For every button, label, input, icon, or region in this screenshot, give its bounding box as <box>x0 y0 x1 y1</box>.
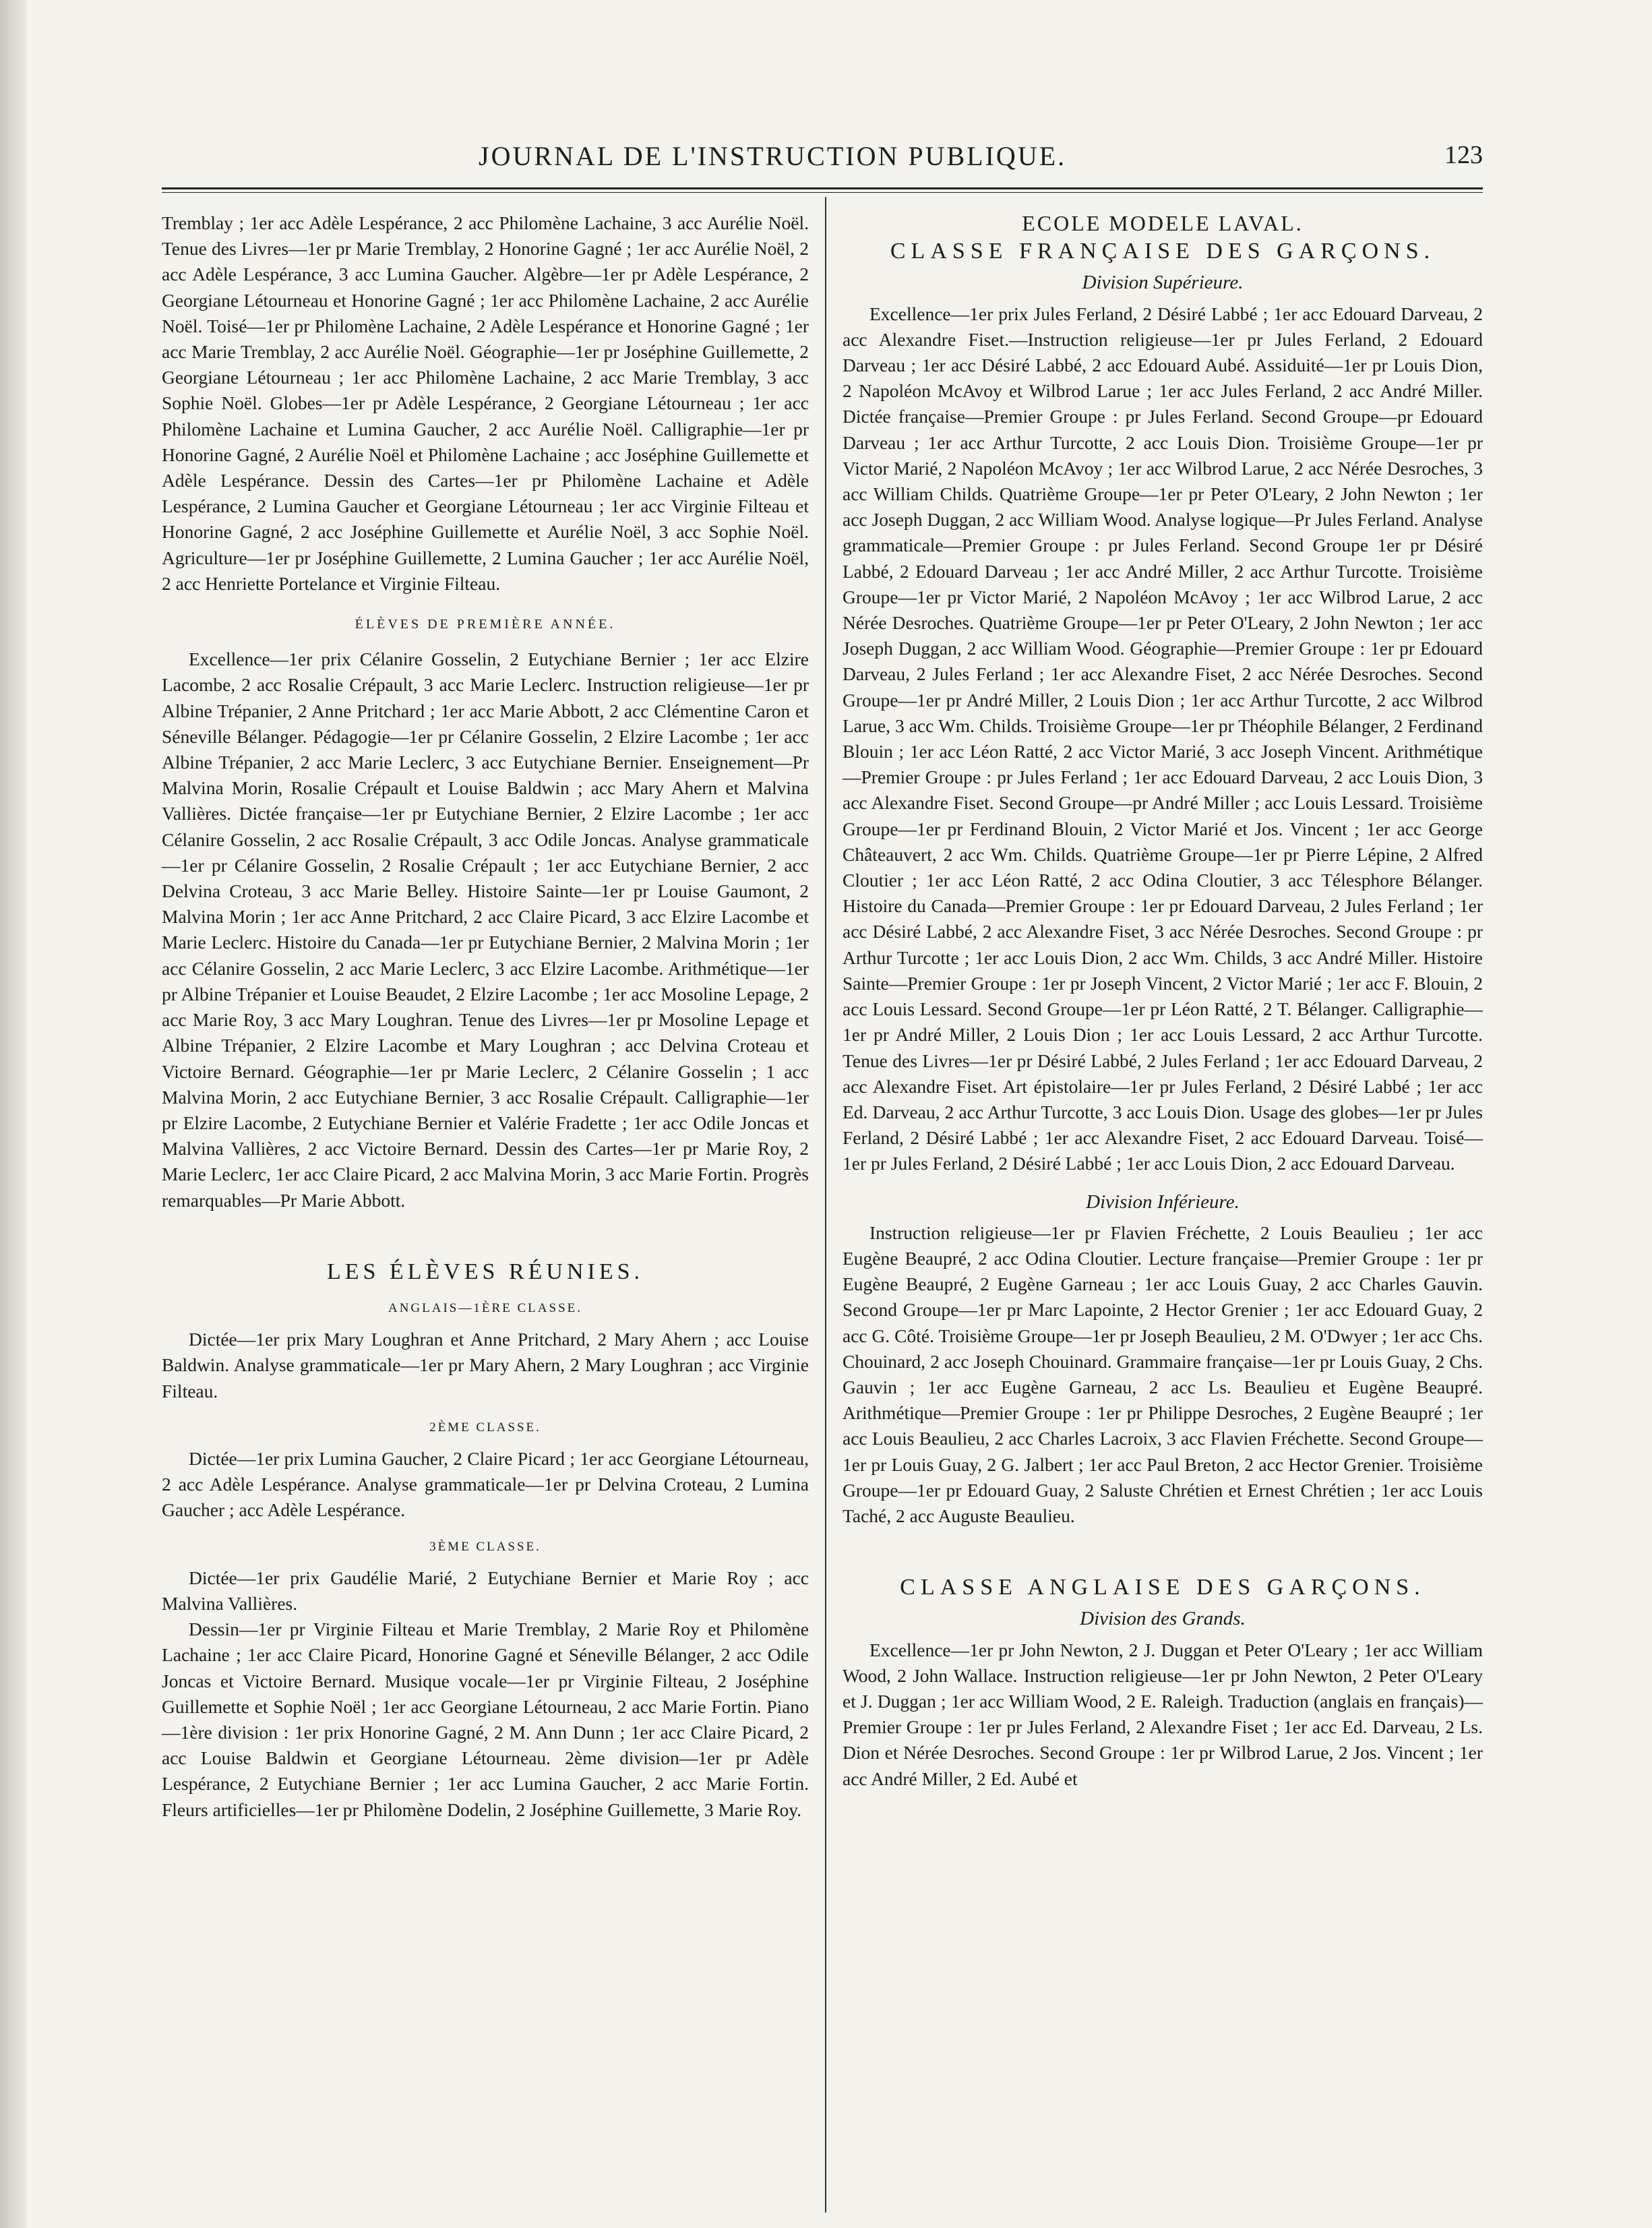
paragraph: Dictée—1er prix Gaudélie Marié, 2 Eutychiane Bernier et Marie Roy ; acc Malvina Vallières. <box>162 1567 809 1614</box>
subsection-heading: 2ÈME CLASSE. <box>429 1420 541 1435</box>
running-title: JOURNAL DE L'INSTRUCTION PUBLIQUE. <box>479 141 1067 171</box>
section-heading: LES ÉLÈVES RÉUNIES. <box>326 1259 644 1284</box>
page-header <box>162 140 1483 181</box>
paragraph: Dessin—1er pr Virginie Filteau et Marie Tremblay, 2 Marie Roy et Philomène Lachaine ; 1er acc Claire Picard, Honorine Gagné et Séneville Bélanger, 2 acc Odile Joncas et Victoire Bernard. Musique vocale—1er pr Virginie Filteau, 2 Joséphine Guillemette et Sophie Noël ; 1er acc Georgiane Létourneau, 2 acc Marie Fortin. Piano—1ère division : 1er prix Honorine Gagné, 2 M. Ann Dunn ; 1er acc Claire Picard, 2 acc Louise Baldwin et Georgiane Létourneau. 2ème division—1er pr Adèle Lespérance, 2 Eutychiane Bernier ; 1er acc Lumina Gaucher, 2 acc Marie Fortin. Fleurs artificielles—1er pr Philomène Dodelin, 2 Joséphine Guillemette, 3 Marie Roy. <box>162 1619 809 1820</box>
paragraph: Dictée—1er prix Lumina Gaucher, 2 Claire Picard ; 1er acc Georgiane Létourneau, 2 acc Adèle Lespérance. Analyse grammaticale—1er pr Delvina Croteau, 2 Lumina Gaucher ; acc Adèle Lespérance. <box>162 1447 809 1521</box>
left-column <box>162 210 809 1823</box>
right-column <box>843 210 1483 1792</box>
paragraph: Dictée—1er prix Mary Loughran et Anne Pritchard, 2 Mary Ahern ; acc Louise Baldwin. Analyse grammaticale—1er pr Mary Ahern, 2 Mary Loughran ; acc Virginie Filteau. <box>162 1329 809 1402</box>
section-heading: ECOLE MODELE LAVAL. <box>1022 211 1304 235</box>
division-heading: Division des Grands. <box>1080 1608 1246 1630</box>
scan-gutter <box>0 0 27 2228</box>
page-number: 123 <box>1444 141 1483 169</box>
paragraph: Instruction religieuse—1er pr Flavien Fréchette, 2 Louis Beaulieu ; 1er acc Eugène Beaupré, 2 acc Odina Cloutier. Lecture française—Premier Groupe : 1er pr Eugène Beaupré, 2 Eugène Garneau ; 1er acc Louis Guay, 2 acc Charles Gauvin. Second Groupe—1er pr Marc Lapointe, 2 Hector Grenier ; 1er acc Edouard Guay, 2 acc G. Côté. Troisième Groupe—1er pr Joseph Beaulieu, 2 M. O'Dwyer ; 1er acc Chs. Chouinard, 2 acc Joseph Chouinard. Grammaire française—1er pr Louis Guay, 2 Chs. Gauvin ; 1er acc Eugène Garneau, 2 acc Ls. Beaulieu et Eugène Beaupré. Arithmétique—Premier Groupe : 1er pr Philippe Desroches, 2 Eugène Beaupré ; 1er acc Louis Beaulieu, 2 acc Charles Lacroix, 3 acc Flavien Fréchette. Second Groupe—1er pr Louis Guay, 2 G. Jalbert ; 1er acc Paul Breton, 2 acc Hector Grenier. Troisième Groupe—1er pr Edouard Guay, 2 Saluste Chrétien et Ernest Chrétien ; 1er acc Louis Taché, 2 acc Auguste Beaulieu. <box>843 1222 1483 1526</box>
subsection-heading: 3ÈME CLASSE. <box>429 1539 541 1554</box>
section-heading: CLASSE ANGLAISE DES GARÇONS. <box>900 1575 1426 1600</box>
paragraph: Excellence—1er pr John Newton, 2 J. Duggan et Peter O'Leary ; 1er acc William Wood, 2 John Wallace. Instruction religieuse—1er pr John Newton, 2 Peter O'Leary et J. Duggan ; 1er acc William Wood, 2 E. Raleigh. Traduction (anglais en français)—Premier Groupe : 1er pr Jules Ferland, 2 Alexandre Fiset ; 1er acc Ed. Darveau, 2 Ls. Dion et Nérée Desroches. Second Groupe : 1er pr Wilbrod Larue, 2 Jos. Vincent ; 1er acc André Miller, 2 Ed. Aubé et <box>843 1639 1483 1789</box>
division-heading: Division Supérieure. <box>1082 272 1244 294</box>
paragraph: Tremblay ; 1er acc Adèle Lespérance, 2 acc Philomène Lachaine, 3 acc Aurélie Noël. Tenue des Livres—1er pr Marie Tremblay, 2 Honorine Gagné ; 1er acc Aurélie Noël, 2 acc Adèle Lespérance, 3 acc Lumina Gaucher. Algèbre—1er pr Adèle Lespérance, 2 Georgiane Létourneau et Honorine Gagné ; 1er acc Philomène Lachaine, 2 acc Aurélie Noël. Toisé—1er pr Philomène Lachaine, 2 Adèle Lespérance et Honorine Gagné ; 1er acc Marie Tremblay, 2 acc Aurélie Noël. Géographie—1er pr Joséphine Guillemette, 2 Georgiane Létourneau ; 1er acc Philomène Lachaine, 2 acc Marie Tremblay, 3 acc Sophie Noël. Globes—1er pr Adèle Lespérance, 2 Georgiane Létourneau ; 1er acc Philomène Lachaine et Lumina Gaucher, 2 acc Aurélie Noël. Calligraphie—1er pr Honorine Gagné, 2 Aurélie Noël et Philomène Lachaine ; acc Joséphine Guillemette et Adèle Lespérance. Dessin des Cartes—1er pr Philomène Lachaine et Adèle Lespérance, 2 Lumina Gaucher et Georgiane Létourneau ; 1er acc Virginie Filteau et Honorine Gagné, 2 acc Joséphine Guillemette et Aurélie Noël, 3 acc Sophie Noël. Agriculture—1er pr Joséphine Guillemette, 2 Lumina Gaucher ; 1er acc Aurélie Noël, 2 acc Henriette Portelance et Virginie Filteau. <box>162 212 809 594</box>
subsection-heading: ANGLAIS—1ÈRE CLASSE. <box>388 1300 582 1315</box>
section-subheading: CLASSE FRANÇAISE DES GARÇONS. <box>890 239 1436 264</box>
paragraph: Excellence—1er prix Jules Ferland, 2 Désiré Labbé ; 1er acc Edouard Darveau, 2 acc Alexandre Fiset.—Instruction religieuse—1er pr Jules Ferland, 2 Edouard Darveau ; 1er acc Désiré Labbé, 2 acc Edouard Aubé. Assiduité—1er pr Louis Dion, 2 Napoléon McAvoy et Wilbrod Larue ; 1er acc Jules Ferland, 2 acc André Miller. Dictée française—Premier Groupe : pr Jules Ferland. Second Groupe—pr Edouard Darveau ; 1er acc Arthur Turcotte, 2 acc Louis Dion. Troisième Groupe—1er pr Victor Marié, 2 Napoléon McAvoy ; 1er acc Wilbrod Larue, 2 acc Nérée Desroches, 3 acc William Childs. Quatrième Groupe—1er pr Peter O'Leary, 2 John Newton ; 1er acc Joseph Duggan, 2 acc William Wood. Analyse logique—Pr Jules Ferland. Analyse grammaticale—Premier Groupe : pr Jules Ferland. Second Groupe 1er pr Désiré Labbé, 2 Edouard Darveau ; 1er acc André Miller, 2 acc Arthur Turcotte. Troisième Groupe—1er pr Victor Marié, 2 Napoléon McAvoy ; 1er acc Wilbrod Larue, 2 acc Nérée Desroches. Quatrième Groupe—1er pr Peter O'Leary, 2 John Newton ; 1er acc Joseph Duggan, 2 acc William Wood. Géographie—Premier Groupe : 1er pr Edouard Darveau, 2 Jules Ferland ; 1er acc Alexandre Fiset, 2 acc Nérée Desroches. Second Groupe—1er pr André Miller, 2 Louis Dion ; 1er acc Arthur Turcotte, 2 acc Wilbrod Larue, 3 acc Wm. Childs. Troisième Groupe—1er pr Théophile Bélanger, 2 Ferdinand Blouin ; 1er acc Léon Ratté, 2 acc Victor Marié, 3 acc Joseph Vincent. Arithmétique—Premier Groupe : pr Jules Ferland ; 1er acc Edouard Darveau, 2 acc Louis Dion, 3 acc Alexandre Fiset. Second Groupe—pr André Miller ; acc Louis Lessard. Troisième Groupe—1er pr Ferdinand Blouin, 2 Victor Marié et Jos. Vincent ; 1er acc George Châteauvert, 2 acc Wm. Childs. Quatrième Groupe—1er pr Pierre Lépine, 2 Alfred Cloutier ; 1er acc Léon Ratté, 2 acc Odina Cloutier, 3 acc Télesphore Bélanger. Histoire du Canada—Premier Groupe : 1er pr Edouard Darveau, 2 Jules Ferland ; 1er acc Désiré Labbé, 2 acc Alexandre Fiset, 3 acc Nérée Desroches. Second Groupe : pr Arthur Turcotte ; 1er acc Louis Dion, 2 acc Wm. Childs, 3 acc André Miller. Histoire Sainte—Premier Groupe : 1er pr Joseph Vincent, 2 Victor Marié ; 1er acc F. Blouin, 2 acc Louis Lessard. Second Groupe—1er pr Léon Ratté, 2 T. Bélanger. Calligraphie—1er pr André Miller, 2 Louis Dion ; 1er acc Louis Lessard, 2 acc Arthur Turcotte. Tenue des Livres—1er pr Désiré Labbé, 2 Jules Ferland ; 1er acc Edouard Darveau, 2 acc Alexandre Fiset. Art épistolaire—1er pr Jules Ferland, 2 Désiré Labbé ; 1er acc Ed. Darveau, 2 acc Arthur Turcotte, 3 acc Louis Dion. Usage des globes—1er pr Jules Ferland, 2 Désiré Labbé ; 1er acc Alexandre Fiset, 2 acc Edouard Darveau. Toisé—1er pr Jules Ferland, 2 Désiré Labbé ; 1er acc Louis Dion, 2 acc Edouard Darveau. <box>843 303 1483 1174</box>
section-heading: ÉLÈVES DE PREMIÈRE ANNÉE. <box>355 617 616 632</box>
division-heading: Division Inférieure. <box>1086 1191 1240 1213</box>
column-divider <box>825 197 826 2212</box>
header-rule <box>162 187 1483 193</box>
paragraph: Excellence—1er prix Célanire Gosselin, 2 Eutychiane Bernier ; 1er acc Elzire Lacombe, 2 acc Rosalie Crépault, 3 acc Marie Leclerc. Instruction religieuse—1er pr Albine Trépanier, 2 Anne Pritchard ; 1er acc Marie Abbott, 2 acc Clémentine Caron et Séneville Bélanger. Pédagogie—1er pr Célanire Gosselin, 2 Elzire Lacombe ; 1er acc Albine Trépanier, 2 acc Marie Leclerc, 3 acc Eutychiane Bernier. Enseignement—Pr Malvina Morin, Rosalie Crépault et Louise Baldwin ; acc Mary Ahern et Malvina Vallières. Dictée française—1er pr Eutychiane Bernier, 2 Elzire Lacombe ; 1er acc Célanire Gosselin, 2 acc Rosalie Crépault, 3 acc Odile Joncas. Analyse grammaticale—1er pr Célanire Gosselin, 2 Rosalie Crépault ; 1er acc Eutychiane Bernier, 2 acc Delvina Croteau, 3 acc Marie Belley. Histoire Sainte—1er pr Louise Gaumont, 2 Malvina Morin ; 1er acc Anne Pritchard, 2 acc Claire Picard, 3 acc Elzire Lacombe et Marie Leclerc. Histoire du Canada—1er pr Eutychiane Bernier, 2 Malvina Morin ; 1er acc Célanire Gosselin, 2 acc Marie Leclerc, 3 acc Elzire Lacombe. Arithmétique—1er pr Albine Trépanier et Louise Beaudet, 2 Elzire Lacombe ; 1er acc Mosoline Lepage, 2 acc Marie Roy, 3 acc Mary Loughran. Tenue des Livres—1er pr Mosoline Lepage et Albine Trépanier, 2 Elzire Lacombe et Mary Loughran ; acc Delvina Croteau et Victoire Bernard. Géographie—1er pr Marie Leclerc, 2 Célanire Gosselin ; 1 acc Malvina Morin, 2 acc Eutychiane Bernier, 3 acc Rosalie Crépault. Calligraphie—1er pr Elzire Lacombe, 2 Eutychiane Bernier et Valérie Fradette ; 1er acc Odile Joncas et Malvina Vallières, 2 acc Victoire Bernard. Dessin des Cartes—1er pr Marie Roy, 2 Marie Leclerc, 1er acc Claire Picard, 2 acc Malvina Morin, 3 acc Marie Fortin. Progrès remarquables—Pr Marie Abbott. <box>162 649 809 1211</box>
